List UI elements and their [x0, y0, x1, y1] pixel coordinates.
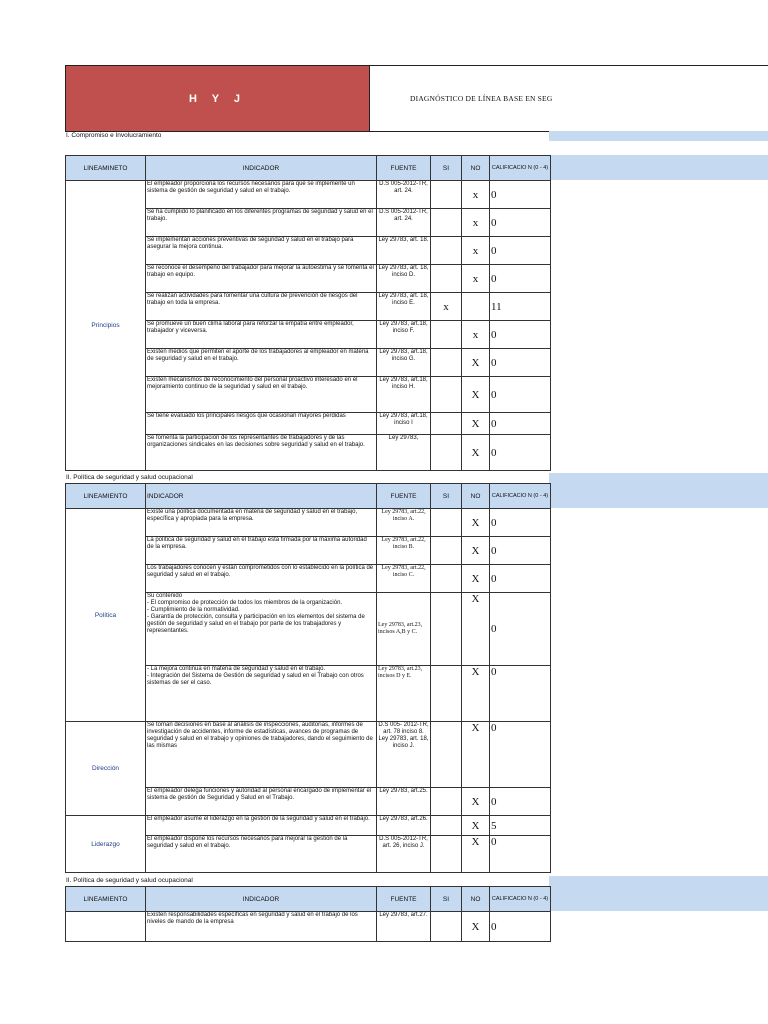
fuente-cell: Ley 29783, art.18, inciso I: [377, 413, 431, 435]
fuente-cell: Ley 29783,: [377, 435, 431, 471]
fuente-cell: D.S 005-2012-TR, art. 24.: [377, 181, 431, 209]
lineamiento-cell: Dirección: [66, 722, 146, 816]
no-cell: X: [462, 435, 490, 471]
no-cell: x: [462, 181, 490, 209]
indicador-cell: El empleador proporciona los recursos necesarios para que se implemente un sistema de gestión de seguridad y salud en el trabajo.: [146, 181, 377, 209]
si-cell: [431, 836, 462, 873]
score-cell: 0: [490, 722, 551, 788]
col-lineamiento: LINEAMIENTO: [66, 887, 146, 912]
indicador-cell: Se toman decisiones en base al análisis de inspecciones, auditorías, informes de investigación de accidentes, informe de estadísticas, avances de programas de seguridad y salud en el trabajo y opiniones de trabajadores, dando el seguimiento de las mismas: [146, 722, 377, 788]
indicador-cell: Los trabajadores conocen y están comprometidos con lo establecido en la política de seguridad y salud en el trabajo.: [146, 565, 377, 593]
col-lineamiento: LINEAMIENTO: [66, 484, 146, 509]
fuente-cell: Ley 29783, art. 18.: [377, 237, 431, 265]
no-cell: X: [462, 912, 490, 942]
col-fuente: FUENTE: [377, 887, 431, 912]
fuente-cell: Ley 29783, art. 18, inciso D.: [377, 265, 431, 293]
col-si: SI: [431, 887, 462, 912]
col-fuente: FUENTE: [377, 484, 431, 509]
fuente-cell: Ley 29783, art.25.: [377, 788, 431, 816]
no-cell: X: [462, 836, 490, 873]
indicador-cell: Se tiene evaluado los principales riesgos que ocasionan mayores pérdidas: [146, 413, 377, 435]
fuente-cell: Ley 29783, art.23, incisos D y E.: [377, 666, 431, 722]
table-header: [66, 484, 551, 509]
no-cell: X: [462, 722, 490, 788]
col-no: NO: [462, 484, 490, 509]
fuente-cell: Ley 29783, art. 18, inciso E.: [377, 293, 431, 321]
si-cell: [431, 788, 462, 816]
col-no: NO: [462, 156, 490, 181]
no-cell: X: [462, 413, 490, 435]
si-cell: [431, 321, 462, 349]
si-cell: [431, 537, 462, 565]
col-calificacion: CALIFICACIO N (0 - 4): [490, 484, 551, 509]
si-cell: [431, 509, 462, 537]
score-cell: 0: [490, 237, 551, 265]
fuente-cell: Ley 29783, art.23, incisos A,B y C.: [377, 593, 431, 666]
si-cell: [431, 237, 462, 265]
fuente-cell: Ley 29783, art.18, inciso H.: [377, 377, 431, 413]
score-cell: 0: [490, 565, 551, 593]
indicador-cell: Su contenido - El compromiso de protección de todos los miembros de la organización. - Cumplimiento de la normatividad. - Garantía de protección, consulta y participación en los elementos del sistema de gestión de seguridad y salud en el trabajo por parte de los trabajadores y representantes.: [146, 593, 377, 666]
indicador-cell: Existe una política documentada en materia de seguridad y salud en el trabajo, específica y apropiada para la empresa.: [146, 509, 377, 537]
si-cell: [431, 816, 462, 836]
indicador-cell: Se ha cumplido lo planificado en los diferentes programas de seguridad y salud en el trabajo.: [146, 209, 377, 237]
score-cell: 0: [490, 265, 551, 293]
document-title: DIAGNÓSTICO DE LÍNEA BASE EN SEG: [410, 94, 553, 103]
score-cell: 0: [490, 509, 551, 537]
no-cell: X: [462, 509, 490, 537]
brand-name: H Y J: [188, 92, 247, 105]
section-title: II. Política de seguridad y salud ocupacional: [66, 877, 193, 884]
indicador-cell: - La mejora continua en materia de seguridad y salud en el trabajo. - Integración del Sistema de Gestión de seguridad y salud en el Trabajo con otros sistemas de ser el caso.: [146, 666, 377, 722]
col-lineamiento: LINEAMINETO: [66, 156, 146, 181]
no-cell: x: [462, 209, 490, 237]
no-cell: x: [462, 237, 490, 265]
no-cell: X: [462, 377, 490, 413]
si-cell: [431, 413, 462, 435]
score-cell: 0: [490, 537, 551, 565]
score-cell: 0: [490, 435, 551, 471]
brand-banner: [65, 65, 370, 132]
lineamiento-cell: [66, 912, 146, 942]
si-cell: [431, 666, 462, 722]
section-2-table: [65, 483, 551, 873]
document-title-box: [370, 65, 768, 132]
lineamiento-cell: Liderazgo: [66, 816, 146, 873]
lineamiento-cell: Política: [66, 509, 146, 722]
section-title: II. Política de seguridad y salud ocupacional: [66, 474, 193, 481]
indicador-cell: Existen mecanismos de reconocimiento del personal proactivo interesado en el mejoramiento continuo de la seguridad y salud en el trabajo.: [146, 377, 377, 413]
table-row: [66, 181, 551, 209]
table-row: [66, 816, 551, 836]
no-cell: X: [462, 788, 490, 816]
indicador-cell: El empleador asume el liderazgo en la gestión de la seguridad y salud en el trabajo.: [146, 816, 377, 836]
table-row: [66, 722, 551, 788]
table-row: [66, 912, 551, 942]
fuente-cell: Ley 29783, art.22, inciso C.: [377, 565, 431, 593]
si-cell: [431, 722, 462, 788]
col-indicador: INDICADOR: [146, 484, 377, 509]
section-3-table: [65, 886, 551, 942]
si-cell: [431, 181, 462, 209]
si-cell: [431, 265, 462, 293]
lineamiento-cell: Principios: [66, 181, 146, 471]
score-cell: 11: [490, 293, 551, 321]
score-cell: 0: [490, 666, 551, 722]
col-indicador: INDICADOR: [146, 156, 377, 181]
si-cell: [431, 377, 462, 413]
fuente-cell: D.S 005-2012-TR, art. 26, inciso J.: [377, 836, 431, 873]
fuente-cell: Ley 29783, art.22, inciso B.: [377, 537, 431, 565]
no-cell: X: [462, 537, 490, 565]
indicador-cell: Se implementan acciones preventivas de seguridad y salud en el trabajo para asegurar la mejora continua.: [146, 237, 377, 265]
header-fill: [549, 886, 768, 911]
col-indicador: INDICADOR: [146, 887, 377, 912]
indicador-cell: Existen responsabilidades específicas en seguridad y salud en el trabajo de los niveles de mando de la empresa: [146, 912, 377, 942]
no-cell: X: [462, 593, 490, 666]
score-cell: 0: [490, 349, 551, 377]
col-fuente: FUENTE: [377, 156, 431, 181]
table-row: [66, 509, 551, 537]
col-si: SI: [431, 156, 462, 181]
no-cell: X: [462, 565, 490, 593]
no-cell: x: [462, 265, 490, 293]
fuente-cell: Ley 29783, art.22, inciso A.: [377, 509, 431, 537]
no-cell: X: [462, 816, 490, 836]
indicador-cell: El empleador delega funciones y autoridad al personal encargado de implementar el sistema de gestión de Seguridad y Salud en el Trabajo.: [146, 788, 377, 816]
section-bar-1: [65, 131, 550, 141]
score-cell: 0: [490, 912, 551, 942]
section-title: I. Compromiso e Involucramiento: [66, 132, 162, 139]
no-cell: X: [462, 666, 490, 722]
score-cell: 0: [490, 181, 551, 209]
fuente-cell: Ley 29783, art.18, inciso F.: [377, 321, 431, 349]
section-bar-2: [65, 473, 550, 483]
fuente-cell: D.S 005-2012-TR, art. 24.: [377, 209, 431, 237]
indicador-cell: Se promueve un buen clima laboral para reforzar la empatía entre empleador, trabajador y viceversa.: [146, 321, 377, 349]
indicador-cell: El empleador dispone los recursos necesarios para mejorar la gestión de la seguridad y salud en el trabajo.: [146, 836, 377, 873]
si-cell: [431, 593, 462, 666]
fuente-cell: D.S 005- 2012-TR, art. 78 inciso 8. Ley 29783, art. 18, inciso J.: [377, 722, 431, 788]
si-cell: [431, 435, 462, 471]
si-cell: [431, 912, 462, 942]
section-1-table: [65, 155, 551, 471]
score-cell: 0: [490, 593, 551, 666]
score-cell: 0: [490, 209, 551, 237]
col-si: SI: [431, 484, 462, 509]
score-cell: 0: [490, 377, 551, 413]
score-cell: 0: [490, 321, 551, 349]
score-cell: 0: [490, 413, 551, 435]
indicador-cell: La política de seguridad y salud en el trabajo está firmada por la máxima autoridad de la empresa.: [146, 537, 377, 565]
col-no: NO: [462, 887, 490, 912]
score-cell: 0: [490, 788, 551, 816]
si-cell: [431, 349, 462, 377]
fuente-cell: Ley 29783, art.18, inciso G.: [377, 349, 431, 377]
indicador-cell: Se reconoce el desempeño del trabajador para mejorar la autoestima y se fomenta el trabajo en equipo.: [146, 265, 377, 293]
si-cell: x: [431, 293, 462, 321]
fuente-cell: Ley 29783, art.26.: [377, 816, 431, 836]
si-cell: [431, 565, 462, 593]
score-cell: 5: [490, 816, 551, 836]
no-cell: [462, 293, 490, 321]
indicador-cell: Se realizan actividades para fomentar una cultura de prevención de riesgos del trabajo en toda la empresa.: [146, 293, 377, 321]
header-fill: [549, 155, 768, 180]
col-calificacion: CALIFICACIO N (0 - 4): [490, 156, 551, 181]
si-cell: [431, 209, 462, 237]
col-calificacion: CALIFICACIO N (0 - 4): [490, 887, 551, 912]
no-cell: X: [462, 349, 490, 377]
table-header: [66, 887, 551, 912]
section-bar-3: [65, 876, 550, 886]
indicador-cell: Existen medios que permiten el aporte de los trabajadores al empleador en materia de seguridad y salud en el trabajo.: [146, 349, 377, 377]
indicador-cell: Se fomenta la participación de los representantes de trabajadores y de las organizaciones sindicales en las decisiones sobre seguridad y salud en el trabajo.: [146, 435, 377, 471]
no-cell: x: [462, 321, 490, 349]
fuente-cell: Ley 29783, art.27.: [377, 912, 431, 942]
score-cell: 0: [490, 836, 551, 873]
header-fill: [549, 483, 768, 508]
table-header: [66, 156, 551, 181]
